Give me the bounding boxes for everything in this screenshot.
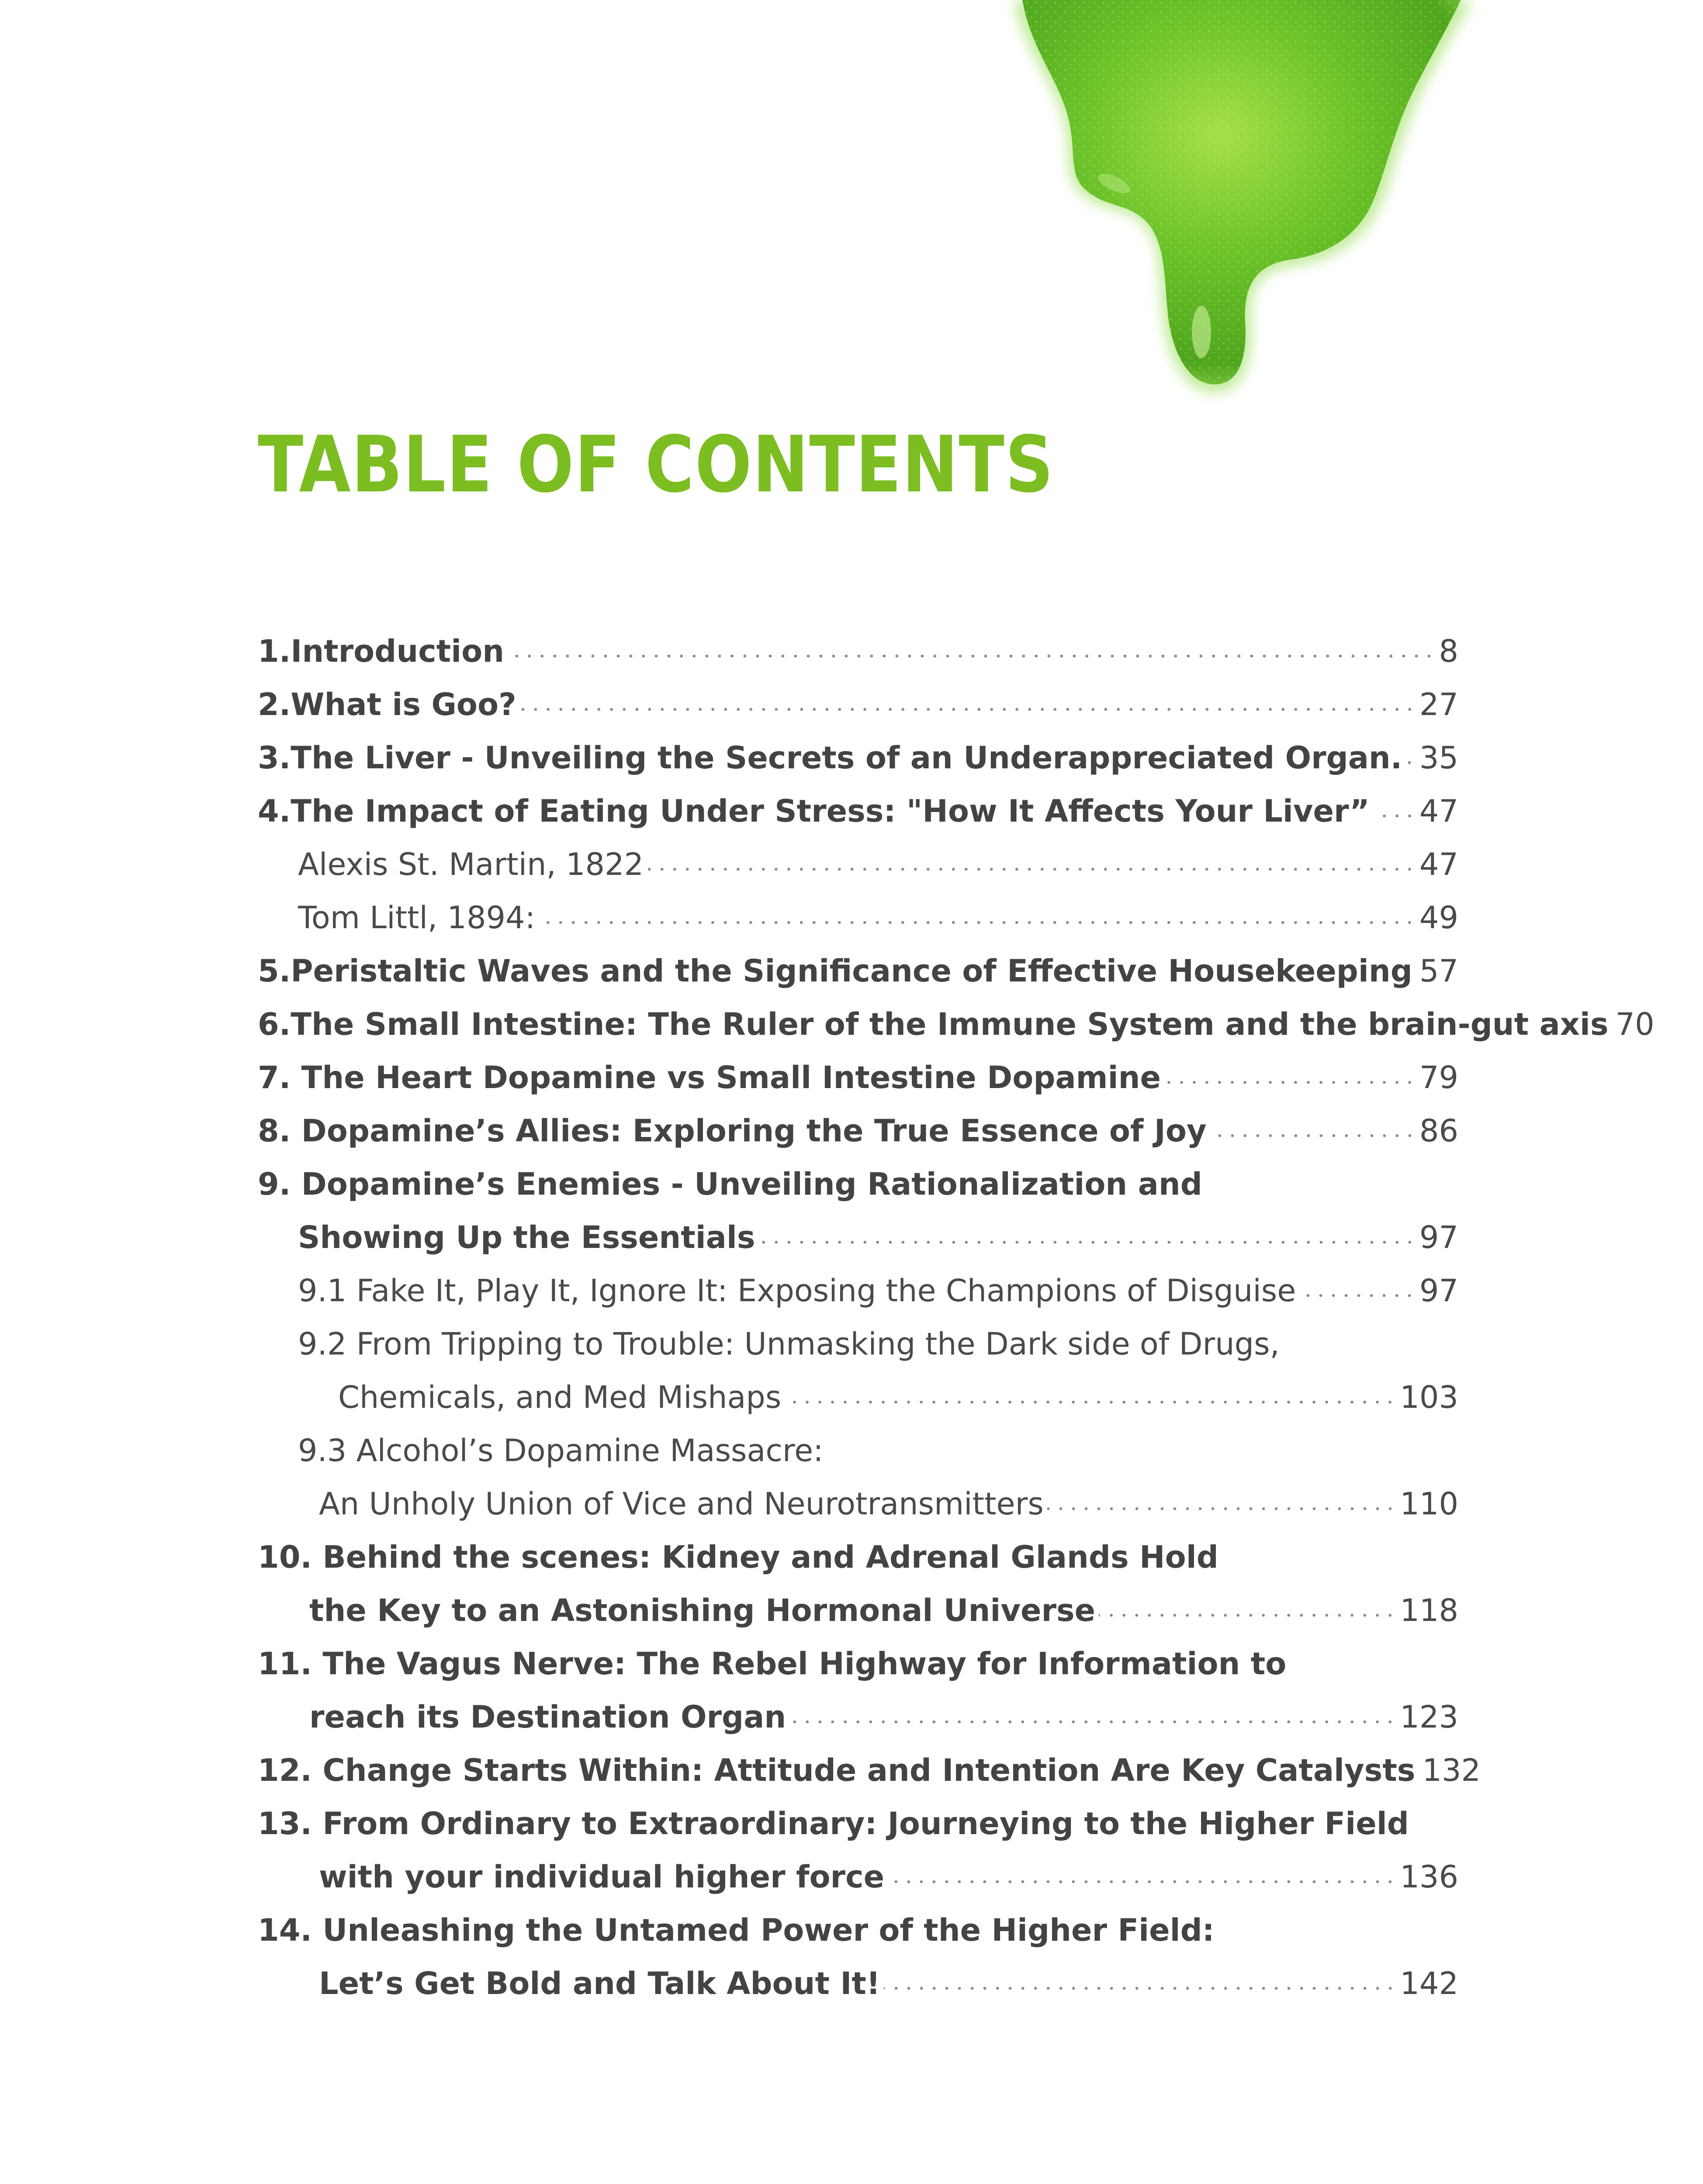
toc-entry-title: 10. Behind the scenes: Kidney and Adrenal Glands Hold [258,1539,1218,1575]
toc-page-number: 110 [1400,1486,1458,1522]
toc-entry[interactable] [258,838,1458,891]
toc-entry[interactable] [258,1371,1458,1424]
toc-entry-title: 2.What is Goo? [258,687,516,722]
toc-dot-leader [888,1880,1396,1884]
toc-dot-leader [539,920,1416,925]
toc-page-number: 70 [1615,1006,1655,1042]
toc-entry[interactable] [258,1744,1481,1797]
toc-entry-title: the Key to an Astonishing Hormonal Universe [309,1593,1096,1628]
toc-entry[interactable] [258,891,1458,944]
toc-dot-leader [1299,1293,1416,1298]
toc-entry-title: Let’s Get Bold and Talk About It! [319,1966,880,2001]
table-of-contents [258,625,1655,2010]
toc-entry-title: 1.Introduction [258,633,505,669]
toc-entry[interactable] [258,1584,1458,1637]
toc-dot-leader [1373,814,1416,818]
toc-page-number: 86 [1419,1113,1458,1149]
toc-page-number: 136 [1400,1859,1458,1895]
toc-entry-title: with your individual higher force [319,1859,885,1895]
toc-page-number: 97 [1419,1220,1458,1255]
toc-entry[interactable] [258,1957,1458,2010]
toc-entry[interactable] [258,998,1655,1051]
toc-entry[interactable] [258,678,1458,731]
toc-dot-leader [1405,760,1416,765]
toc-entry[interactable] [258,1797,1458,1850]
toc-dot-leader [1047,1507,1397,1511]
toc-entry[interactable] [258,784,1458,838]
toc-entry[interactable] [258,1158,1458,1211]
toc-entry[interactable] [258,1477,1458,1531]
toc-entry-title: 8. Dopamine’s Allies: Exploring the True Essence of Joy [258,1113,1207,1149]
toc-entry[interactable] [258,731,1458,784]
toc-entry[interactable] [258,1104,1458,1158]
toc-entry[interactable] [258,1690,1458,1744]
toc-page-number: 8 [1439,633,1458,669]
toc-entry-title: Showing Up the Essentials [298,1220,755,1255]
toc-page-number: 47 [1419,847,1458,882]
toc-entry[interactable] [258,1051,1458,1104]
toc-entry-title: 9. Dopamine’s Enemies - Unveiling Rationalization and [258,1166,1202,1202]
toc-entry-title: 9.2 From Tripping to Trouble: Unmasking the Dark side of Drugs, [298,1326,1280,1362]
toc-page-number: 123 [1400,1699,1458,1735]
toc-page-number: 49 [1419,900,1458,936]
toc-entry[interactable] [258,1211,1458,1264]
toc-page-number: 132 [1422,1752,1481,1788]
toc-entry[interactable] [258,1531,1458,1584]
toc-page-number: 57 [1419,953,1458,989]
toc-entry-title: 6.The Small Intestine: The Ruler of the Immune System and the brain-gut axis [258,1006,1609,1042]
toc-entry-title: 12. Change Starts Within: Attitude and Intention Are Key Catalysts [258,1752,1416,1788]
toc-entry[interactable] [258,1424,1458,1477]
toc-page-number: 103 [1400,1379,1458,1415]
toc-entry-title: 13. From Ordinary to Extraordinary: Journeying to the Higher Field [258,1806,1409,1842]
toc-dot-leader [647,867,1416,871]
toc-dot-leader [789,1720,1396,1724]
toc-entry[interactable] [258,625,1458,678]
toc-dot-leader [759,1240,1416,1244]
toc-entry-title: reach its Destination Organ [309,1699,786,1735]
toc-dot-leader [1099,1613,1396,1617]
toc-entry[interactable] [258,944,1458,998]
toc-page-number: 79 [1419,1060,1458,1095]
toc-entry[interactable] [258,1850,1458,1904]
toc-dot-leader [520,707,1416,712]
toc-entry-title: 4.The Impact of Eating Under Stress: "How It Affects Your Liver” [258,793,1370,829]
toc-dot-leader [508,654,1435,658]
page-title: TABLE OF CONTENTS [258,419,1054,510]
toc-entry-title: 7. The Heart Dopamine vs Small Intestine Dopamine [258,1060,1161,1095]
toc-entry[interactable] [258,1317,1458,1371]
toc-entry[interactable] [258,1904,1458,1957]
toc-entry-title: Chemicals, and Med Mishaps [338,1379,782,1415]
toc-entry-title: Tom Littl, 1894: [298,900,536,936]
toc-entry-title: 9.3 Alcohol’s Dopamine Massacre: [298,1433,824,1469]
toc-page-number: 27 [1419,687,1458,722]
toc-page-number: 35 [1419,740,1458,776]
green-goo-drip-icon [996,0,1494,406]
toc-dot-leader [1210,1133,1416,1138]
toc-entry[interactable] [258,1264,1458,1317]
toc-dot-leader [1164,1080,1416,1085]
toc-page-number: 97 [1419,1273,1458,1309]
toc-entry-title: 11. The Vagus Nerve: The Rebel Highway for Information to [258,1646,1287,1682]
toc-entry-title: An Unholy Union of Vice and Neurotransmitters [319,1486,1044,1522]
toc-page-number: 118 [1400,1593,1458,1628]
toc-entry-title: 14. Unleashing the Untamed Power of the Higher Field: [258,1912,1215,1948]
toc-page-number: 47 [1419,793,1458,829]
toc-entry-title: 3.The Liver - Unveiling the Secrets of an Underappreciated Organ. [258,740,1402,776]
toc-dot-leader [785,1400,1396,1404]
toc-entry-title: 9.1 Fake It, Play It, Ignore It: Exposing the Champions of Disguise [298,1273,1296,1309]
toc-entry-title: 5.Peristaltic Waves and the Significance of Effective Housekeeping [258,953,1412,989]
toc-dot-leader [884,1986,1397,1990]
toc-entry-title: Alexis St. Martin, 1822 [298,847,644,882]
toc-entry[interactable] [258,1637,1458,1690]
toc-page-number: 142 [1400,1966,1458,2001]
